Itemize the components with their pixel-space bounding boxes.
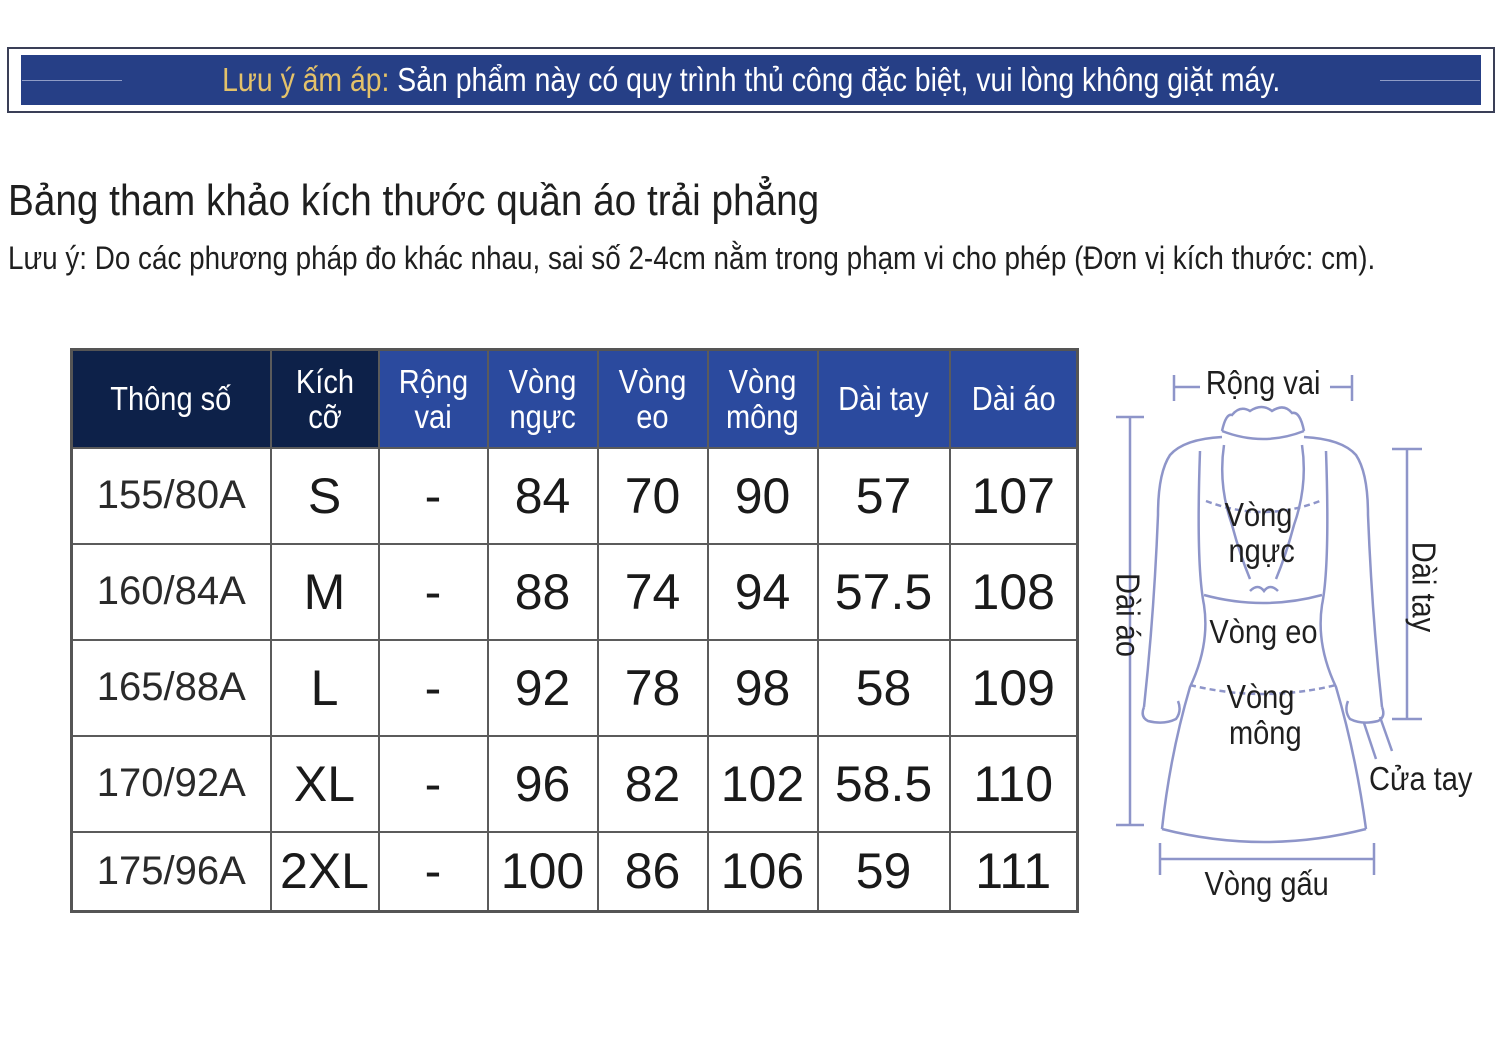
cell-shoulder: -: [379, 544, 488, 640]
cell-shoulder: -: [379, 832, 488, 912]
notice-divider-left: [22, 80, 122, 81]
label-hip-1: Vòng: [1226, 678, 1295, 715]
cell-chest: 92: [488, 640, 598, 736]
cell-spec: 160/84A: [72, 544, 271, 640]
page-title: Bảng tham khảo kích thước quần áo trải phẳng: [8, 176, 820, 225]
label-hip-2: mông: [1228, 714, 1302, 751]
cell-size: M: [271, 544, 379, 640]
cell-shoulder: -: [379, 736, 488, 832]
label-shoulder-width: Rộng vai: [1205, 364, 1321, 401]
cell-chest: 84: [488, 448, 598, 544]
care-notice-text: [222, 61, 1280, 99]
cell-waist: 82: [598, 736, 708, 832]
cell-waist: 70: [598, 448, 708, 544]
table-row: [72, 640, 1078, 736]
header-spec: Thông số: [72, 350, 271, 448]
cell-spec: 175/96A: [72, 832, 271, 912]
cell-sleeve: 59: [818, 832, 950, 912]
header-shoulder-width: Rộng vai: [379, 350, 488, 448]
size-chart-table: [70, 348, 1079, 913]
cell-hip: 90: [708, 448, 818, 544]
header-chest: Vòng ngực: [488, 350, 598, 448]
cell-size: 2XL: [271, 832, 379, 912]
header-dress-length: Dài áo: [950, 350, 1078, 448]
label-sleeve-length: Dài tay: [1405, 541, 1443, 633]
cell-chest: 100: [488, 832, 598, 912]
cell-hip: 102: [708, 736, 818, 832]
cell-hip: 106: [708, 832, 818, 912]
measurement-note: Lưu ý: Do các phương pháp đo khác nhau, sai số 2-4cm nằm trong phạm vi cho phép (Đơn vị kích thước: cm).: [8, 240, 1376, 276]
cell-chest: 88: [488, 544, 598, 640]
cell-size: S: [271, 448, 379, 544]
care-notice-label: Lưu ý ấm áp:: [221, 61, 390, 98]
care-notice-band: [21, 55, 1481, 105]
cell-size: L: [271, 640, 379, 736]
cell-waist: 78: [598, 640, 708, 736]
cell-sleeve: 58: [818, 640, 950, 736]
cell-sleeve: 57.5: [818, 544, 950, 640]
cell-size: XL: [271, 736, 379, 832]
label-chest-1: Vòng: [1224, 496, 1293, 533]
cell-waist: 86: [598, 832, 708, 912]
label-dress-length: Dài áo: [1109, 573, 1147, 657]
label-chest-2: ngực: [1228, 532, 1295, 569]
notice-divider-right: [1380, 80, 1480, 81]
cell-length: 107: [950, 448, 1078, 544]
cell-hip: 98: [708, 640, 818, 736]
cell-spec: 165/88A: [72, 640, 271, 736]
header-waist: Vòng eo: [598, 350, 708, 448]
cell-sleeve: 57: [818, 448, 950, 544]
cell-chest: 96: [488, 736, 598, 832]
label-hem: Vòng gấu: [1204, 865, 1329, 902]
header-hip: Vòng mông: [708, 350, 818, 448]
cell-length: 108: [950, 544, 1078, 640]
cell-spec: 155/80A: [72, 448, 271, 544]
cell-spec: 170/92A: [72, 736, 271, 832]
table-row: [72, 544, 1078, 640]
garment-measurement-diagram: [1100, 355, 1490, 915]
cell-sleeve: 58.5: [818, 736, 950, 832]
cell-length: 110: [950, 736, 1078, 832]
header-sleeve-length: Dài tay: [818, 350, 950, 448]
label-waist: Vòng eo: [1209, 613, 1318, 650]
cell-shoulder: -: [379, 640, 488, 736]
cell-waist: 74: [598, 544, 708, 640]
cell-shoulder: -: [379, 448, 488, 544]
label-cuff: Cửa tay: [1369, 760, 1473, 797]
cell-length: 111: [950, 832, 1078, 912]
care-notice-banner: [7, 47, 1495, 113]
header-size: Kích cỡ: [271, 350, 379, 448]
care-notice-body: Sản phẩm này có quy trình thủ công đặc biệt, vui lòng không giặt máy.: [389, 61, 1281, 98]
cell-length: 109: [950, 640, 1078, 736]
table-row: [72, 832, 1078, 912]
table-header-row: [72, 350, 1078, 448]
cell-hip: 94: [708, 544, 818, 640]
table-row: [72, 448, 1078, 544]
table-row: [72, 736, 1078, 832]
